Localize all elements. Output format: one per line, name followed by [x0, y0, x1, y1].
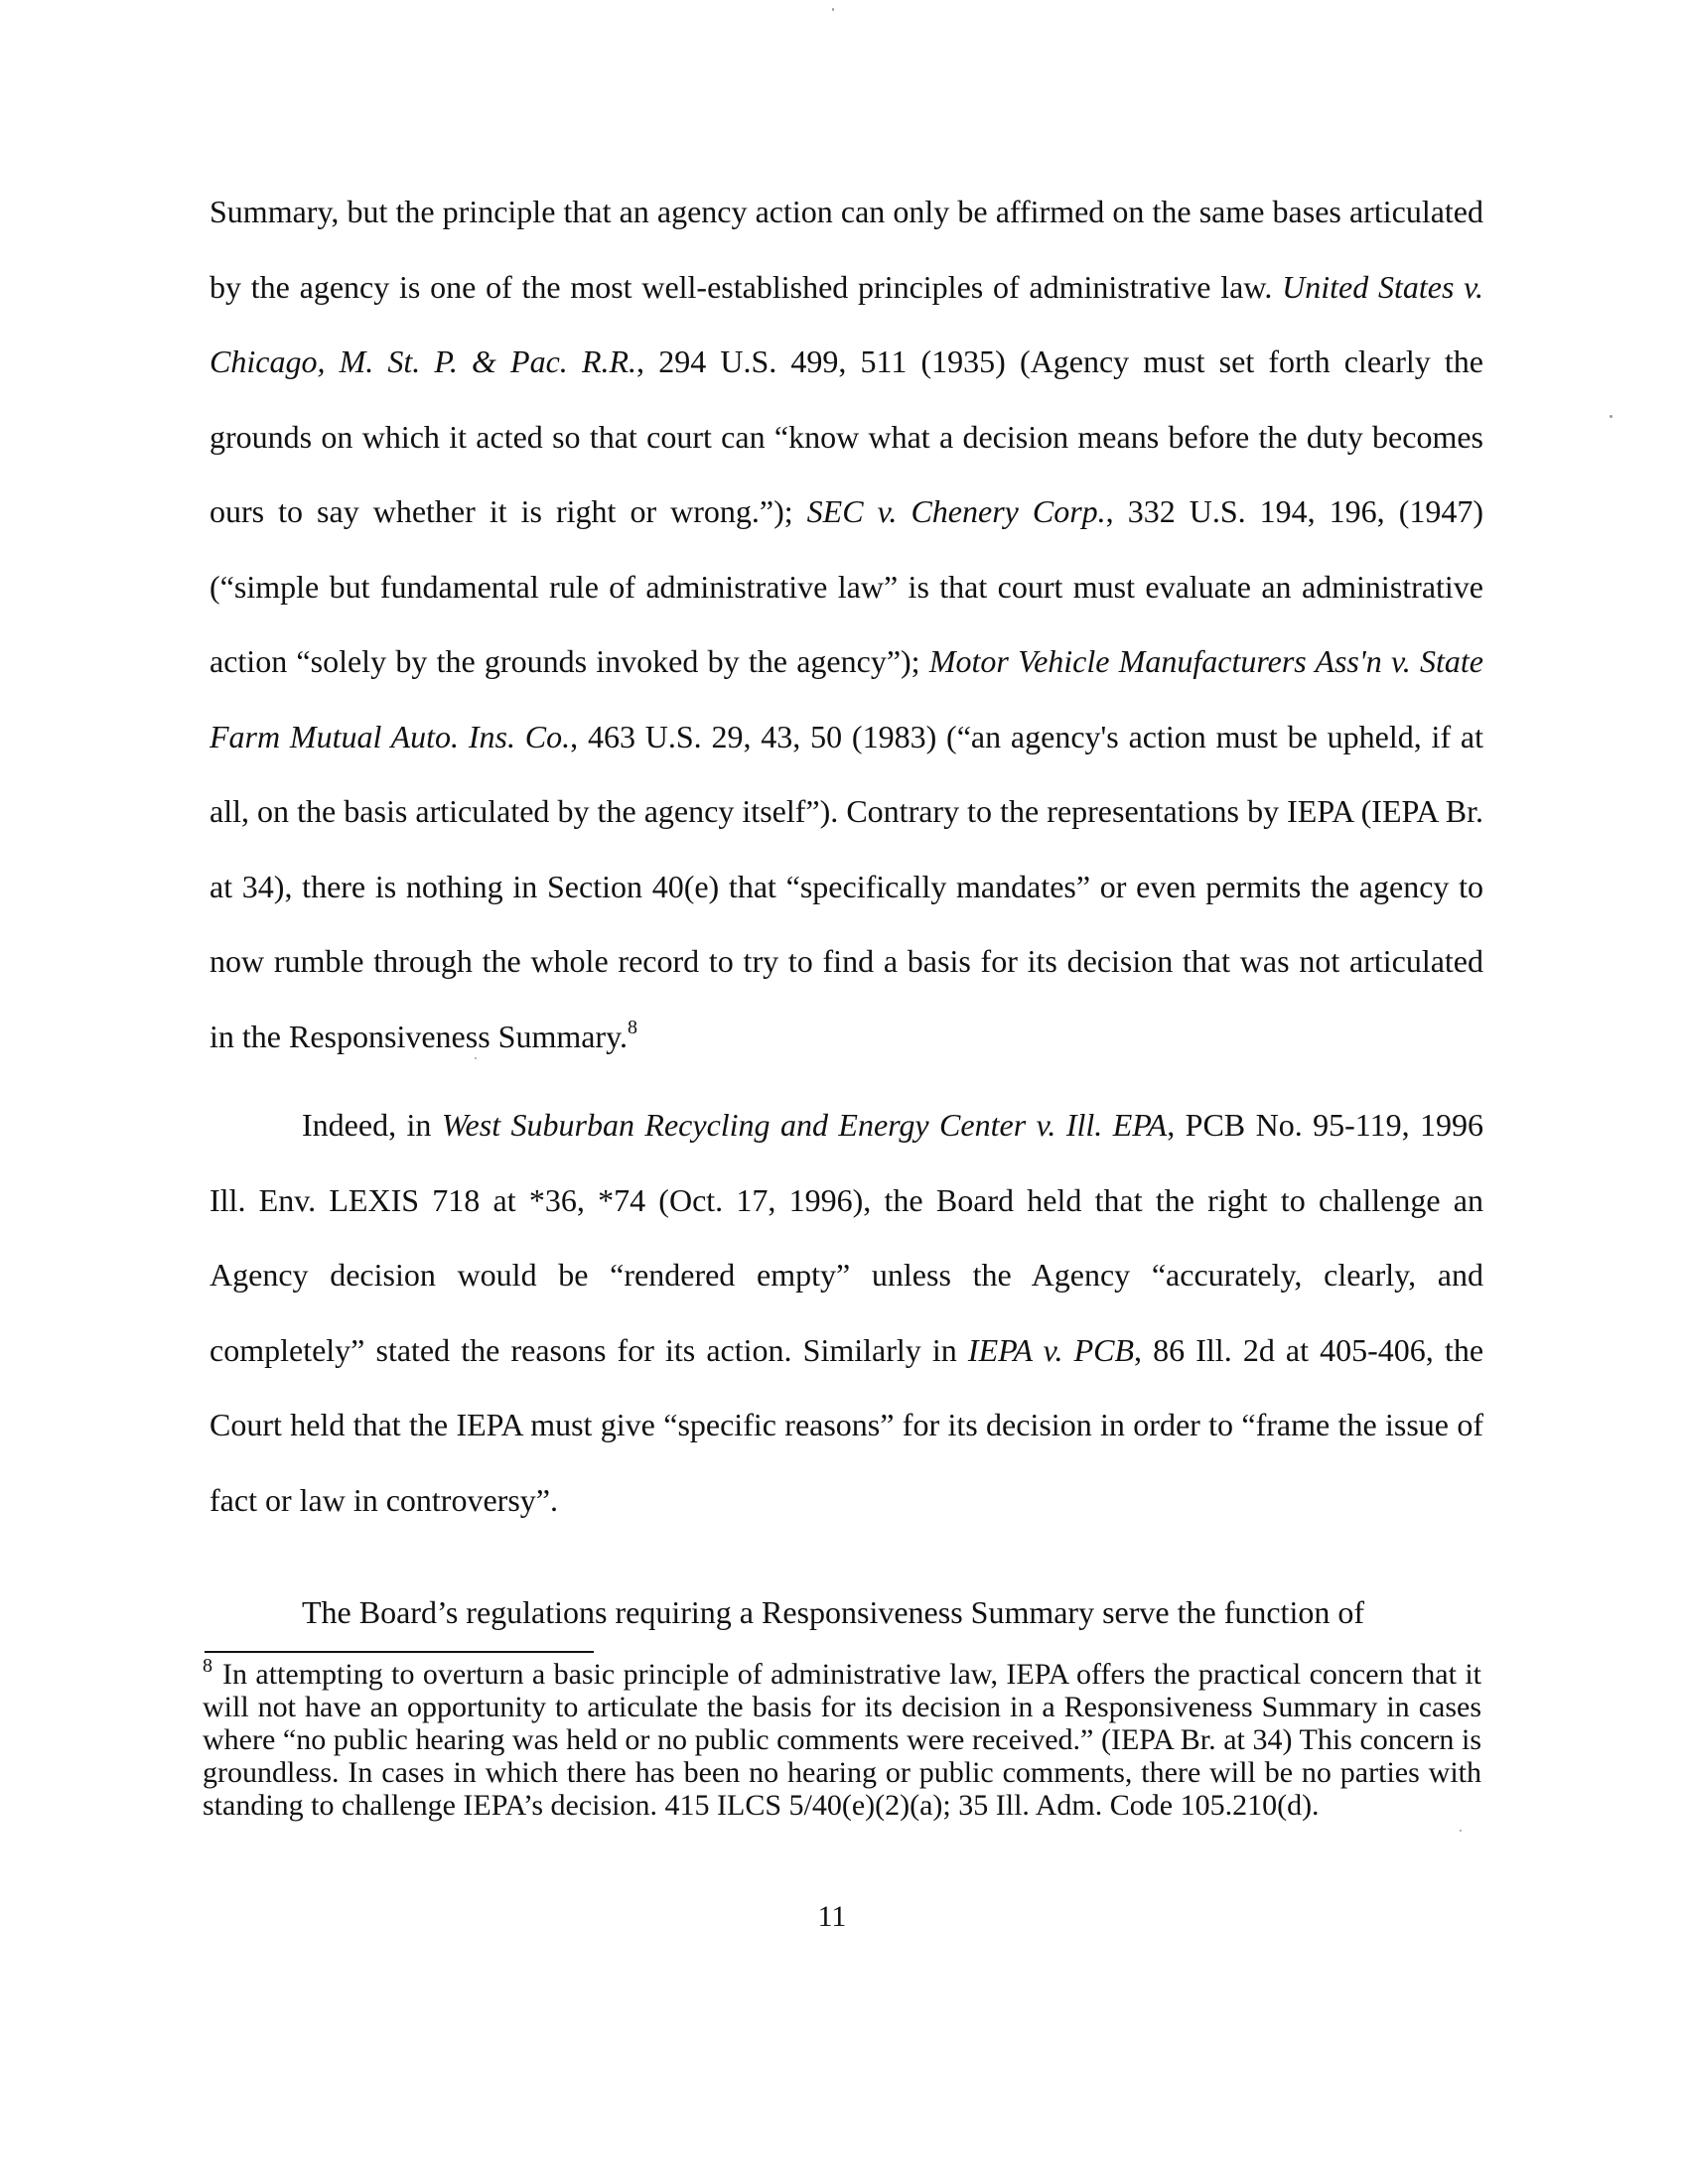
case-citation: SEC v. Chenery Corp. — [806, 493, 1106, 529]
scan-speck — [1610, 415, 1613, 418]
paragraph-3 — [210, 1575, 1483, 1651]
body-text — [210, 175, 1483, 1651]
footnote-text: In attempting to overturn a basic principle of administrative law, IEPA offers the practical concern that it will not have an opportunity to articulate the basis for its decision in a Responsiveness Summary in cases where “no public hearing was held or no public comments were received.” (IEPA Br. at 34) This concern is groundless. In cases in which there has been no hearing or public comments, there will be no parties with standing to challenge IEPA’s decision. 415 ILCS 5/40(e)(2)(a); 35 Ill. Adm. Code 105.210(d). — [203, 1658, 1481, 1822]
text-run: , 86 Ill. 2d at 405-406, the Court held that the IEPA must give “specific reasons” for its decision in order to “frame the issue of fact or law in controversy”. — [210, 1331, 1484, 1518]
text-run: The Board’s regulations requiring a Responsiveness Summary serve the function of — [302, 1594, 1364, 1630]
footnote — [203, 1655, 1481, 1822]
text-run: Indeed, in — [302, 1107, 442, 1143]
scan-speck — [832, 8, 834, 11]
text-run: , 332 U.S. 194, 196, (1947) (“simple but fundamental rule of administrative law” is that court must evaluate an administrative action “solely by the grounds invoked by the agency”); — [210, 493, 1484, 679]
text-run: , 463 U.S. 29, 43, 50 (1983) (“an agency's action must be upheld, if at all, on the basis articulated by the agency itself”). Contrary to the representations by IEPA (IEPA Br. at 34), there is nothing in Section 40(e) that “specifically mandates” or even permits the agency to now rumble through the whole record to try to find a basis for its decision that was not articulated in the Responsiveness Summary. — [210, 718, 1484, 1054]
text-run: , 294 U.S. 499, 511 (1935) (Agency must set forth clearly the grounds on which it acted so that court can “know what a decision means before the duty becomes ours to say whether it is right or wrong.”); — [210, 343, 1484, 529]
footnote-separator — [205, 1651, 594, 1653]
case-citation: West Suburban Recycling and Energy Center v. Ill. EPA — [441, 1107, 1168, 1143]
scan-speck — [475, 1057, 477, 1059]
text-run: Summary, but the principle that an agency action can only be affirmed on the same bases articulated by the agency is one of the most well-established principles of administrative law. — [210, 194, 1483, 305]
footnote-reference: 8 — [628, 1016, 637, 1038]
case-citation: IEPA v. PCB — [967, 1331, 1135, 1368]
scan-speck — [1460, 1830, 1462, 1832]
paragraph-1 — [210, 175, 1483, 1074]
page-number: 11 — [817, 1900, 847, 1933]
text-run: , PCB No. 95-119, 1996 Ill. Env. LEXIS 718 at *36, *74 (Oct. 17, 1996), the Board held that the right to challenge an Agency decision would be “rendered empty” unless the Agency “accurately, clearly, and completely” stated the reasons for its action. Similarly in — [210, 1107, 1484, 1368]
footnote-marker: 8 — [203, 1655, 212, 1677]
case-citation: Motor Vehicle Manufacturers Ass'n v. State Farm Mutual Auto. Ins. Co. — [210, 643, 1484, 754]
case-citation: United States v. Chicago, M. St. P. & Pac. R.R. — [210, 268, 1484, 379]
paragraph-2 — [210, 1088, 1483, 1538]
